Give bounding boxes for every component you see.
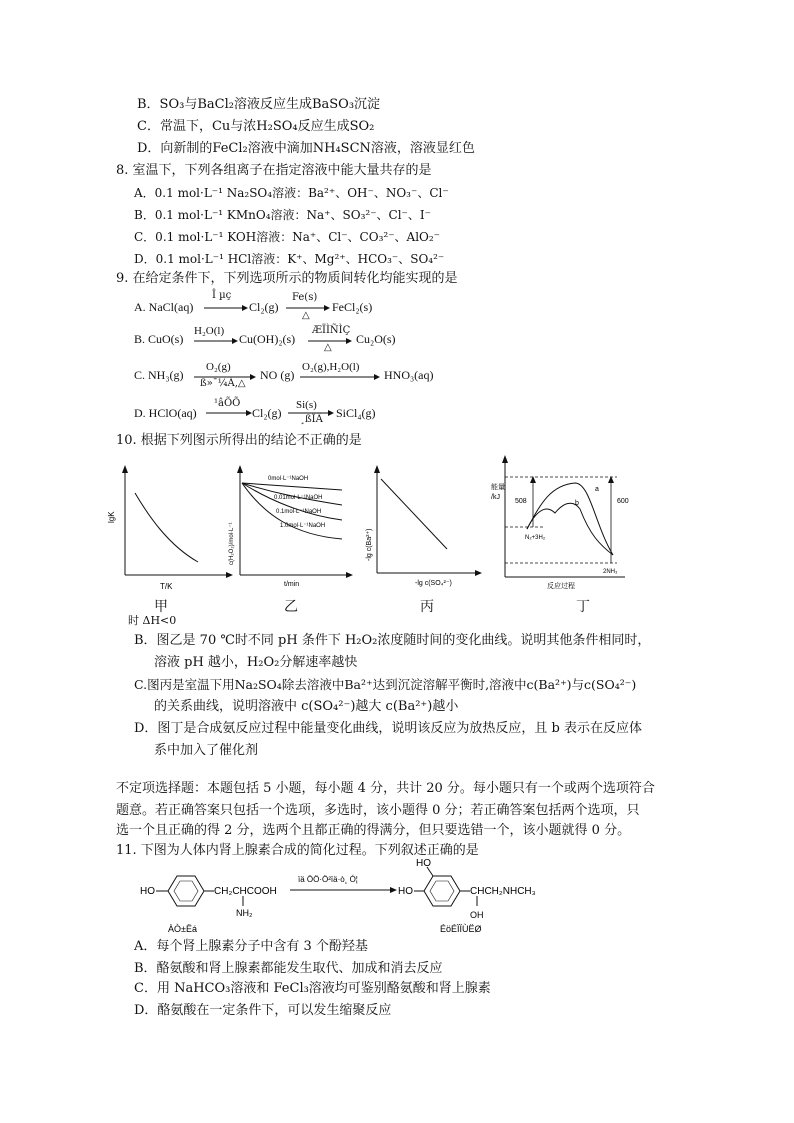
x-label: T/K (160, 582, 173, 591)
q7-option-b: B．SO₃与BaCl₂溶液反应生成BaSO₃沉淀 (137, 97, 381, 112)
q8-stem: 8. 室温下，下列各组离子在指定溶液中能大量共存的是 (116, 163, 432, 178)
q8-option-a: A．0.1 mol·L⁻¹ Na₂SO₄溶液：Ba²⁺、OH⁻、NO₃⁻、Cl⁻ (134, 186, 449, 200)
q10-stem: 10. 根据下列图示所得出的结论不正确的是 (116, 433, 362, 448)
benzene-ring (424, 876, 460, 906)
q10-option-c-line1: C.图丙是室温下用Na₂SO₄除去溶液中Ba²⁺达到沉淀溶解平衡时,溶液中c(Ba²⁺)与c(SO₄²⁻) (134, 677, 637, 692)
q9b-cond2-heat: △ (324, 342, 332, 353)
product-oh: OH (470, 910, 484, 920)
y-label: 能量 (491, 484, 505, 491)
q11-option-a: A．每个肾上腺素分子中含有 3 个酚羟基 (134, 939, 368, 954)
q10-option-b-line2: 溶液 pH 越小，H₂O₂分解速率越快 (154, 655, 358, 670)
line (381, 479, 447, 549)
curve-b-label: b (575, 500, 579, 507)
q7-option-d: D．向新制的FeCl₂溶液中滴加NH₄SCN溶液，溶液显红色 (137, 141, 475, 156)
q9a-start: A. NaCl(aq) (134, 300, 194, 314)
curve-2-label: 0.01mol·L⁻¹NaOH (274, 495, 323, 501)
arrow-icon (122, 465, 128, 473)
reactant-name: ÀÒ±Ëá (168, 924, 197, 934)
q9c-end: HNO₃(aq) (384, 368, 434, 382)
q11-option-d: D．酪氨酸在一定条件下，可以发生缩聚反应 (134, 1003, 392, 1018)
q9d-start: D. HClO(aq) (134, 406, 197, 420)
q11-stem: 11. 下图为人体内肾上腺素合成的简化过程。下列叙述正确的是 (116, 843, 479, 858)
curve-a-label: a (595, 486, 599, 493)
q9d-cond2-temp: ¸ßÎÂ (300, 414, 323, 425)
y-label: lgK (107, 511, 116, 523)
arrow-icon (206, 410, 252, 416)
arrow-icon (502, 455, 508, 463)
curve-1 (242, 483, 342, 490)
products-label: 2NH₃ (603, 569, 618, 575)
q9c-cond2: O₂(g),H₂O(l) (302, 361, 360, 373)
section-intro-line1: 不定项选择题：本题包括 5 小题，每小题 4 分，共计 20 分。每小题只有一个或两个选项符合 (116, 781, 655, 796)
curve-3-label: 0.1mol·L⁻¹NaOH (276, 509, 322, 515)
q9-stem: 9. 在给定条件下，下列选项所示的物质间转化均能实现的是 (116, 271, 458, 286)
q8-option-d: D．0.1 mol·L⁻¹ HCl溶液：K⁺、Mg²⁺、HCO₃⁻、SO₄²⁻ (134, 252, 445, 266)
y-label: -lg c(Ba²⁺) (366, 528, 373, 561)
q9b-mid: Cu(OH)₂(s) (239, 332, 296, 346)
graph-yi (224, 465, 354, 591)
graph-bing (363, 465, 483, 591)
q9a-cond1: Î µç (212, 290, 232, 301)
benzene-inner (430, 881, 454, 901)
q9c-cond1: O₂(g) (206, 361, 231, 373)
q10-option-a-fragment: 时 ΔH<0 (128, 614, 177, 627)
arrow-icon (194, 338, 238, 344)
y-label: c(H₂O₂)/mol·L⁻¹ (229, 522, 235, 565)
q9b-cond2: ÆÏÌÑÌÇ (312, 325, 351, 336)
product-name: ÉöÉÏÏÙËØ (440, 924, 482, 934)
arrow-icon (608, 476, 614, 483)
q9b-cond1: H₂O(l) (194, 325, 225, 337)
arrow-icon (300, 374, 380, 380)
q9c-cond1-catalyst: ß»¯¼Á,△ (200, 378, 246, 389)
value-600: 600 (617, 498, 629, 505)
q9a-mid: Cl₂(g) (249, 300, 279, 314)
q10-option-c-line2: 的关系曲线，说明溶液中 c(SO₄²⁻)越大 c(Ba²⁺)越小 (154, 699, 459, 714)
arrow-icon (346, 572, 353, 578)
q9d-cond2: Si(s) (296, 399, 317, 411)
q9d-cond1: ¹âÕÕ (214, 398, 241, 409)
product-chain: CHCH₂NHCH₃ (470, 886, 536, 897)
caption-bing: 丙 (420, 599, 434, 615)
q8-option-c: C．0.1 mol·L⁻¹ KOH溶液：Na⁺、Cl⁻、CO₃²⁻、AlO₂⁻ (134, 230, 441, 244)
caption-ding: 丁 (576, 599, 590, 615)
q11-option-b: B．酪氨酸和肾上腺素都能发生取代、加成和消去反应 (134, 961, 443, 976)
benzene-ring (168, 876, 204, 906)
q9a-cond2-heat: △ (302, 310, 310, 321)
x-label: 反应过程 (547, 583, 575, 590)
q9a-end: FeCl₂(s) (332, 300, 373, 314)
q9d-mid: Cl₂(g) (252, 406, 282, 420)
section-intro-line3: 选一个且正确的得 2 分，选两个且都正确的得满分，但只要选错一个，该小题就得 0 分。 (116, 823, 631, 838)
arrow-icon (374, 465, 380, 473)
caption-jia: 甲 (154, 599, 168, 615)
q9d-end: SiCl₄(g) (336, 406, 376, 420)
benzene-inner (174, 881, 198, 901)
q10-option-d-line2: 系中加入了催化剂 (154, 743, 259, 758)
q9c-start: C. NH₃(g) (134, 368, 184, 382)
curve-b (527, 503, 613, 555)
arrow-icon (204, 305, 248, 311)
reactant-nh2: NH₂ (236, 908, 253, 918)
q10-option-d-line1: D．图丁是合成氨反应过程中能量变化曲线，说明该反应为放热反应，且 b 表示在反应体 (134, 721, 643, 736)
q8-option-b: B．0.1 mol·L⁻¹ KMnO₄溶液：Na⁺、SO₃²⁻、Cl⁻、I⁻ (134, 208, 431, 222)
arrow-icon (390, 887, 397, 893)
q9b-end: Cu₂O(s) (356, 332, 396, 346)
arrow-label: ïä ÖÖ·Ö²ïä·ò¸ Ó¦ (298, 875, 358, 884)
q10-option-b-line1: B．图乙是 70 ℃时不同 pH 条件下 H₂O₂浓度随时间的变化曲线。说明其他条件相同时， (134, 633, 651, 648)
reaction-scheme (140, 856, 560, 938)
x-label: t/min (284, 581, 300, 588)
q11-option-c: C．用 NaHCO₃溶液和 FeCl₃溶液均可鉴别酪氨酸和肾上腺素 (134, 981, 491, 996)
q7-option-c: C．常温下，Cu与浓H₂SO₄反应生成SO₂ (137, 119, 375, 134)
caption-yi: 乙 (284, 599, 298, 615)
product-ho-top: HO (416, 858, 431, 869)
graph-ding (485, 455, 635, 591)
curve (135, 493, 198, 562)
q9a-cond2: Fe(s) (292, 292, 318, 303)
curve-1-label: 0mol·L⁻¹NaOH (268, 476, 309, 482)
graph-jia (108, 465, 233, 591)
q9c-mid: NO (g) (260, 368, 295, 382)
q9b-start: B. CuO(s) (134, 332, 184, 346)
reactant-ho: HO (140, 886, 155, 897)
x-label: -lg c(SO₄²⁻) (415, 580, 452, 587)
product-ho-left: HO (398, 886, 413, 897)
y-unit: /kJ (491, 494, 500, 501)
arrow-icon (475, 570, 482, 576)
value-508: 508 (515, 498, 527, 505)
reactant-chain: CH₂CHCOOH (214, 886, 277, 897)
curve-4-label: 1.0mol·L⁻¹NaOH (280, 523, 326, 529)
section-intro-line2: 题意。若正确答案只包括一个选项，多选时，该小题得 0 分；若正确答案包括两个选项，只 (116, 803, 640, 818)
reactants-label: N₂+3H₂ (525, 535, 546, 541)
arrow-icon (237, 465, 243, 473)
